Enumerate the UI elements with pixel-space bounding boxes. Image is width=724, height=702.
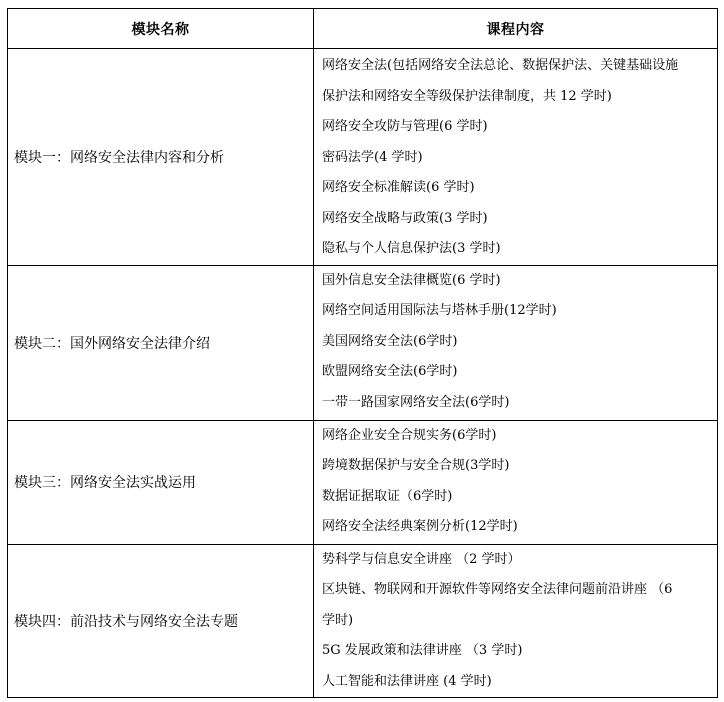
course-item: 跨境数据保护与安全合规(3学时): [322, 458, 510, 473]
course-item: 5G 发展政策和法律讲座 （3 学时): [322, 643, 523, 658]
module-name-cell: 模块三：网络安全法实战运用: [8, 420, 314, 544]
course-content-cell: [314, 544, 718, 698]
table-row: [8, 265, 718, 420]
course-item: 网络安全标准解读(6 学时): [322, 180, 475, 195]
course-item: 数据证据取证（6学时): [322, 488, 453, 504]
course-table: [7, 8, 718, 698]
table-header-row: [8, 9, 718, 49]
course-item: 区块链、物联网和开源软件等网络安全法律问题前沿讲座 （6: [322, 582, 673, 597]
table-row: [8, 420, 718, 544]
course-item: 网络安全攻防与管理(6 学时): [322, 119, 488, 134]
table-row: [8, 544, 718, 698]
course-item: 网络安全法(包括网络安全法总论、数据保护法、关键基础设施: [322, 58, 679, 73]
course-item: 保护法和网络安全等级保护法律制度，共 12 学时): [322, 88, 612, 104]
course-content-cell: [314, 49, 718, 266]
module-name-cell: 模块一：网络安全法律内容和分析: [8, 49, 314, 266]
course-item: 网络安全战略与政策(3 学时): [322, 210, 488, 226]
course-item: 美国网络安全法(6学时): [322, 333, 458, 349]
course-item: 网络空间适用国际法与塔林手册(12学时): [322, 303, 557, 318]
course-item: 网络企业安全合规实务(6学时): [322, 427, 497, 443]
module-name-cell: 模块二：国外网络安全法律介绍: [8, 265, 314, 420]
course-item: 人工智能和法律讲座 (4 学时): [322, 673, 492, 689]
course-item: 国外信息安全法律概览(6 学时): [322, 272, 501, 288]
header-module-name: 模块名称: [8, 9, 314, 49]
header-course-content: 课程内容: [314, 9, 718, 49]
module-name-cell: 模块四：前沿技术与网络安全法专题: [8, 544, 314, 698]
course-item: 学时): [322, 612, 354, 628]
course-content-cell: [314, 265, 718, 420]
course-item: 势科学与信息安全讲座 （2 学时）: [322, 551, 521, 567]
table-row: [8, 49, 718, 266]
course-item: 隐私与个人信息保护法(3 学时): [322, 241, 501, 256]
course-content-cell: [314, 420, 718, 544]
course-item: 一带一路国家网络安全法(6学时): [322, 394, 510, 410]
course-item: 密码法学(4 学时): [322, 149, 423, 165]
course-item: 欧盟网络安全法(6学时): [322, 364, 458, 379]
course-item: 网络安全法经典案例分析(12学时): [322, 519, 518, 534]
